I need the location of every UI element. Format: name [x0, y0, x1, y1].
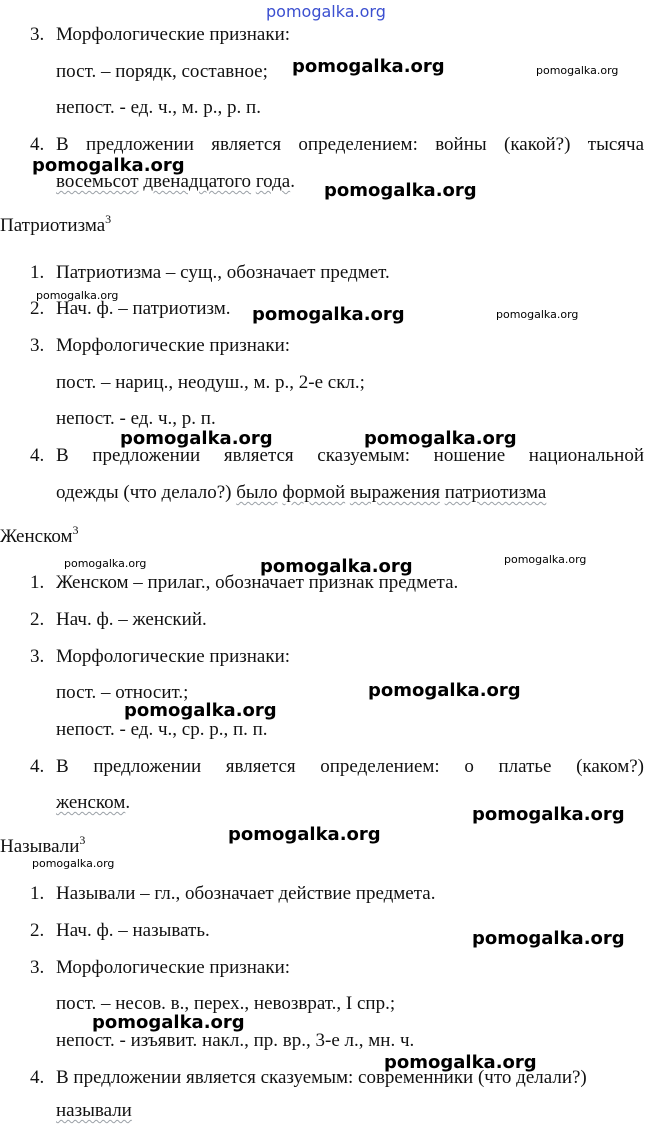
heading-sup: 3: [79, 833, 86, 847]
syntax-role-line2: [56, 482, 546, 504]
underlined-word: называли: [56, 1100, 132, 1121]
watermark: pomogalka.org: [368, 680, 521, 701]
syntax-role-line2: [56, 1100, 132, 1122]
part-of-speech: Патриотизма – сущ., обозначает предмет.: [56, 262, 390, 283]
heading-sup: 3: [105, 212, 112, 226]
heading-text: Патриотизма: [0, 215, 106, 236]
syntax-role-line1: В предложении является определением: войны (какой?) тысяча: [56, 134, 644, 155]
item-number: 1.: [30, 883, 45, 904]
item-number: 3.: [30, 646, 45, 667]
watermark: pomogalka.org: [472, 804, 625, 825]
watermark: pomogalka.org: [384, 1052, 537, 1073]
morph-label: Морфологические признаки:: [56, 957, 291, 978]
word-heading: [0, 523, 79, 548]
item-number: 2.: [30, 920, 45, 941]
watermark: pomogalka.org: [260, 556, 413, 577]
const-features: пост. – относит.;: [56, 682, 189, 703]
period: .: [125, 792, 131, 813]
const-features: пост. – порядк, составное;: [56, 61, 268, 82]
item-number: 4.: [30, 1067, 45, 1088]
watermark: pomogalka.org: [32, 155, 185, 176]
const-features: пост. – несов. в., перех., невозврат., I спр.;: [56, 993, 396, 1014]
underlined-word: формой: [282, 482, 346, 503]
item-number: 1.: [30, 572, 45, 593]
item-number: 4.: [30, 756, 45, 777]
watermark: pomogalka.org: [120, 428, 273, 449]
nonconst-features: непост. - ед. ч., м. р., р. п.: [56, 97, 261, 118]
underlined-word: было: [236, 482, 278, 503]
initial-form: Нач. ф. – патриотизм.: [56, 298, 231, 319]
underlined-word: женском: [56, 792, 126, 813]
syntax-role-line1: В предложении является сказуемым: современники (что делали?): [56, 1067, 587, 1088]
item-number: 4.: [30, 445, 45, 466]
watermark: pomogalka.org: [324, 180, 477, 201]
initial-form: Нач. ф. – называть.: [56, 920, 210, 941]
nonconst-features: непост. - изъявит. накл., пр. вр., 3-е л., мн. ч.: [56, 1030, 415, 1051]
word-heading: [0, 833, 86, 858]
watermark: pomogalka.org: [36, 289, 119, 302]
morph-label: Морфологические признаки:: [56, 646, 291, 667]
const-features: пост. – нариц., неодуш., м. р., 2-е скл.;: [56, 372, 365, 393]
period: .: [290, 171, 295, 192]
watermark: pomogalka.org: [32, 857, 115, 870]
watermark: pomogalka.org: [228, 824, 381, 845]
part-of-speech: Женском – прилаг., обозначает признак предмета.: [56, 572, 459, 593]
underlined-word: двенадцатого: [143, 171, 252, 192]
item-number: 3.: [30, 335, 45, 356]
syntax-prefix: одежды (что делало?): [56, 482, 232, 503]
watermark: pomogalka.org: [124, 700, 277, 721]
underlined-word: патриотизма: [444, 482, 547, 503]
watermark: pomogalka.org: [292, 56, 445, 77]
watermark: pomogalka.org: [504, 553, 587, 566]
word-heading: [0, 212, 112, 237]
watermark-top: pomogalka.org: [266, 2, 386, 21]
item-number: 1.: [30, 262, 45, 283]
syntax-role-line2: [56, 792, 130, 814]
heading-text: Называли: [0, 836, 80, 857]
morph-label: Морфологические признаки:: [56, 335, 291, 356]
underlined-word: восемьсот: [56, 171, 139, 192]
item-number: 2.: [30, 298, 45, 319]
syntax-role-line1: В предложении является сказуемым: ношение национальной: [56, 445, 644, 466]
watermark: pomogalka.org: [64, 557, 147, 570]
watermark: pomogalka.org: [496, 308, 579, 321]
nonconst-features: непост. - ед. ч., р. п.: [56, 408, 216, 429]
syntax-role-line1: В предложении является определением: о платье (каком?): [56, 756, 644, 777]
part-of-speech: Называли – гл., обозначает действие предмета.: [56, 883, 436, 904]
underlined-word: выражения: [349, 482, 440, 503]
morph-label: Морфологические признаки:: [56, 24, 291, 45]
watermark: pomogalka.org: [472, 928, 625, 949]
initial-form: Нач. ф. – женский.: [56, 609, 207, 630]
heading-text: Женском: [0, 526, 73, 547]
item-number: 3.: [30, 957, 45, 978]
item-number: 4.: [30, 134, 45, 155]
watermark: pomogalka.org: [536, 64, 619, 77]
nonconst-features: непост. - ед. ч., ср. р., п. п.: [56, 719, 268, 740]
watermark: pomogalka.org: [364, 428, 517, 449]
watermark: pomogalka.org: [252, 304, 405, 325]
item-number: 3.: [30, 24, 45, 45]
heading-sup: 3: [72, 523, 79, 537]
watermark: pomogalka.org: [92, 1012, 245, 1033]
underlined-word: года: [255, 171, 291, 192]
item-number: 2.: [30, 609, 45, 630]
